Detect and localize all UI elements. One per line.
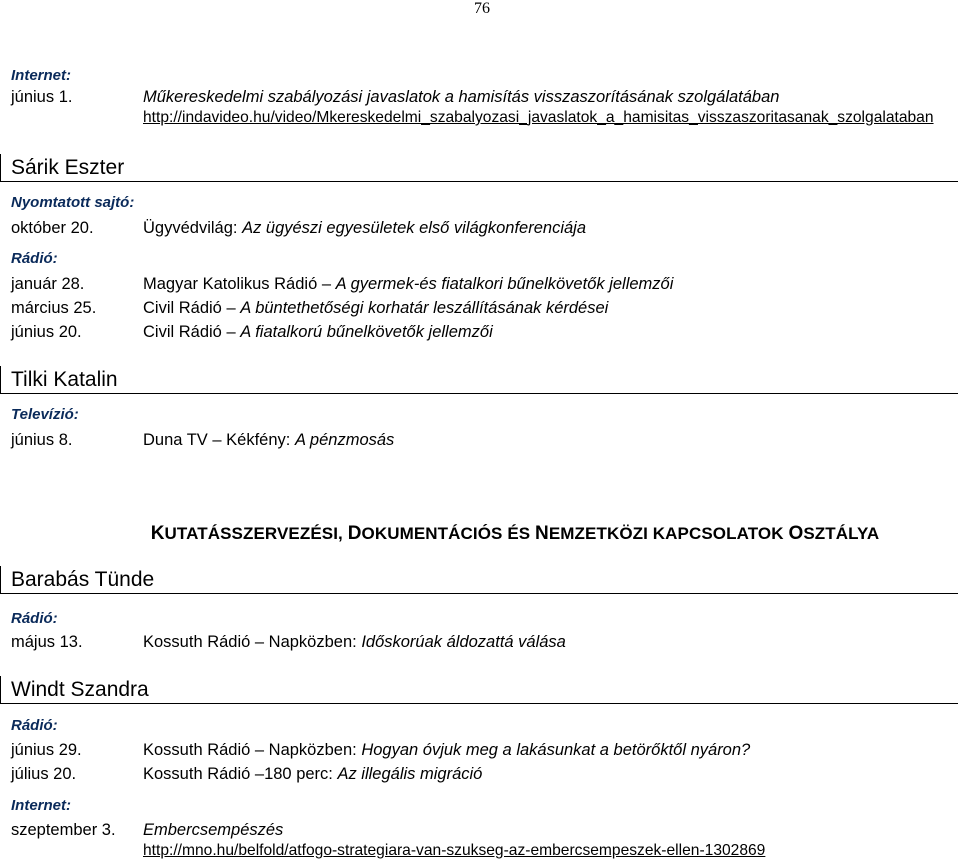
entry-text	[143, 762, 482, 786]
category-label: Rádió:	[11, 610, 58, 627]
entry-date: október 20.	[11, 219, 94, 237]
entry-url-row	[11, 839, 959, 863]
entry-text	[143, 272, 673, 296]
entry-source: Duna TV – Kékfény:	[143, 431, 295, 449]
entry-source: Kossuth Rádió – Napközben:	[143, 741, 362, 759]
entry-date: március 25.	[11, 299, 97, 317]
entry-title: A fiatalkorú bűnelkövetők jellemzői	[240, 323, 493, 341]
entry-text	[143, 216, 586, 240]
entry-title: Időskorúak áldozattá válása	[361, 633, 566, 651]
entry-date: július 20.	[11, 765, 77, 783]
entry-url-row	[11, 106, 959, 130]
entry-title: A pénzmosás	[294, 431, 395, 449]
entry-title: Műkereskedelmi szabályozási javaslatok a hamisítás visszaszorításának szolgálatában	[143, 88, 780, 106]
person-heading: Windt Szandra	[0, 676, 958, 704]
entry-text	[143, 428, 394, 452]
section-print	[11, 193, 959, 240]
person-heading: Sárik Eszter	[0, 154, 958, 182]
entry-title: Embercsempészés	[143, 821, 284, 839]
person-heading: Barabás Tünde	[0, 566, 958, 594]
entry-source: Civil Rádió –	[143, 323, 241, 341]
entry-text	[143, 630, 566, 654]
entry-date: május 13.	[11, 633, 83, 651]
entry-title: Az illegális migráció	[337, 765, 483, 783]
entry-row	[11, 320, 959, 344]
entry-date: június 29.	[11, 741, 82, 759]
entry-source: Magyar Katolikus Rádió –	[143, 275, 336, 293]
section-internet-2	[11, 796, 959, 863]
entry-source: Kossuth Rádió – Napközben:	[143, 633, 362, 651]
entry-text	[143, 738, 750, 762]
entry-row	[11, 272, 959, 296]
entry-date: szeptember 3.	[11, 821, 116, 839]
category-label: Internet:	[11, 797, 71, 814]
entry-row	[11, 428, 959, 452]
section-internet-1	[11, 66, 959, 130]
entry-date: június 8.	[11, 431, 73, 449]
category-label: Nyomtatott sajtó:	[11, 194, 135, 211]
entry-row	[11, 630, 959, 654]
section-radio-3	[11, 716, 959, 786]
entry-url-link[interactable]: http://mno.hu/belfold/atfogo-strategiara-van-szukseg-az-embercsempeszek-ellen-1302869	[143, 842, 766, 859]
entry-title: A büntethetőségi korhatár leszállításának kérdései	[240, 299, 609, 317]
category-label: Rádió:	[11, 717, 58, 734]
entry-text	[143, 296, 608, 320]
entry-date: június 20.	[11, 323, 82, 341]
person-heading: Tilki Katalin	[0, 366, 958, 394]
entry-title: A gyermek-és fiatalkori bűnelkövetők jellemzői	[335, 275, 674, 293]
entry-title: Hogyan óvjuk meg a lakásunkat a betörőktől nyáron?	[361, 741, 751, 759]
entry-source: Civil Rádió –	[143, 299, 241, 317]
section-radio-1	[11, 249, 959, 344]
entry-row	[11, 216, 959, 240]
section-radio-2	[11, 609, 959, 654]
entry-row	[11, 762, 959, 786]
entry-row	[11, 738, 959, 762]
entry-date: június 1.	[11, 88, 73, 106]
entry-source: Ügyvédvilág:	[143, 219, 243, 237]
page-number: 76	[474, 0, 490, 17]
category-label: Internet:	[11, 67, 71, 84]
entry-title: Az ügyészi egyesületek első világkonferenciája	[242, 219, 587, 237]
category-label: Televízió:	[11, 406, 79, 423]
entry-date: január 28.	[11, 275, 85, 293]
entry-source: Kossuth Rádió –180 perc:	[143, 765, 338, 783]
category-label: Rádió:	[11, 250, 58, 267]
department-heading: KUTATÁSSZERVEZÉSI, DOKUMENTÁCIÓS ÉS NEMZETKÖZI KAPCSOLATOK OSZTÁLYA	[150, 523, 880, 544]
entry-row	[11, 296, 959, 320]
entry-text	[143, 320, 493, 344]
section-tv	[11, 405, 959, 452]
entry-url-link[interactable]: http://indavideo.hu/video/Mkereskedelmi_szabalyozasi_javaslatok_a_hamisitas_visszaszoritasanak_szolgalataban	[143, 109, 934, 126]
